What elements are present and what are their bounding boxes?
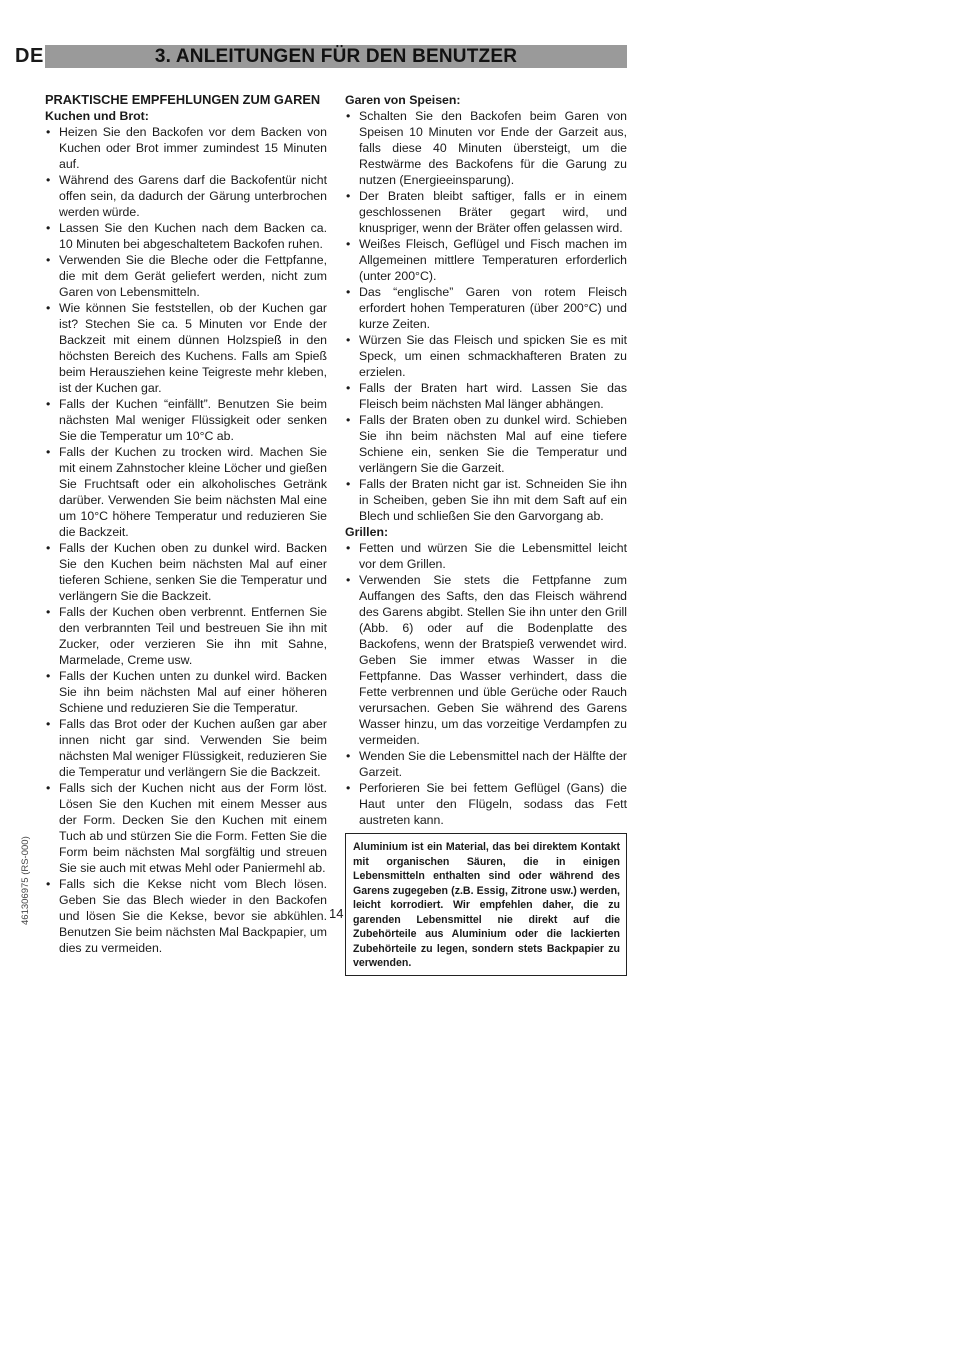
list-item: • Fetten und würzen Sie die Lebensmittel leicht vor dem Grillen. <box>345 540 627 572</box>
list-item: • Lassen Sie den Kuchen nach dem Backen ca. 10 Minuten bei abgeschaltetem Backofen ruhen. <box>45 220 327 252</box>
left-column <box>45 92 327 956</box>
list-item: • Verwenden Sie stets die Fettpfanne zum Auffangen des Safts, den das Fleisch während des Garens abgibt. Stellen Sie ihn unter den Grill (Abb. 6) oder auf die Bodenplatte des Backofens, wenn der Bratspieß verwendet wird. Geben Sie immer etwas Wasser in die Fettpfanne. Das Wasser verhindert, dass die Fette verbrennen und üble Gerüche oder Rauch verursachen. Geben Sie während des Garens Wasser hinzu, um das vorzeitige Verdampfen zu vermeiden. <box>345 572 627 748</box>
list-item: • Würzen Sie das Fleisch und spicken Sie es mit Speck, um einen schmackhafteren Braten zu erzielen. <box>345 332 627 380</box>
list-item: • Falls das Brot oder der Kuchen außen gar aber innen nicht gar sind. Verwenden Sie beim nächsten Mal weniger Flüssigkeit, reduzieren Sie die Temperatur und verlängern Sie die Backzeit. <box>45 716 327 780</box>
section-title: PRAKTISCHE EMPFEHLUNGEN ZUM GAREN <box>45 92 321 107</box>
subsection-title-grillen: Grillen: <box>345 525 389 539</box>
list-item: • Falls sich der Kuchen nicht aus der Form löst. Lösen Sie den Kuchen mit einem Messer aus der Form. Decken Sie den Kuchen mit einem Tuch ab und stürzen Sie die Form. Fetten Sie die Form beim nächsten Mal sorgfältig und streuen Sie sie auch mit etwas Mehl oder Paniermehl ab. <box>45 780 327 876</box>
list-item: • Während des Garens darf die Backofentür nicht offen sein, da dadurch der Gärung unterbrochen werden würde. <box>45 172 327 220</box>
garen-list <box>345 108 627 524</box>
list-item: • Falls der Kuchen oben verbrennt. Entfernen Sie den verbrannten Teil und bestreuen Sie ihn mit Zucker, oder verzieren Sie ihn mit Sahne, Marmelade, Creme usw. <box>45 604 327 668</box>
page-number: 14 <box>329 906 344 921</box>
list-item: • Falls der Braten nicht gar ist. Schneiden Sie ihn in Scheiben, geben Sie ihn mit dem Saft auf ein Blech und schließen Sie den Garvorgang ab. <box>345 476 627 524</box>
subsection-title-kuchen: Kuchen und Brot: <box>45 109 149 123</box>
aluminium-warning-box: Aluminium ist ein Material, das bei direktem Kontakt mit organischen Säuren, die in einigen Lebensmitteln enthalten sind oder während des Garens zugegeben (z.B. Essig, Zitrone usw.) werden, leicht korrodiert. Wir empfehlen daher, die zu garenden Lebensmittel nie direkt auf die Zubehörteile aus Aluminium oder die lackierten Zubehörteile zu legen, sondern stets Backpapier zu verwenden. <box>345 833 627 976</box>
list-item: • Wenden Sie die Lebensmittel nach der Hälfte der Garzeit. <box>345 748 627 780</box>
list-item: • Der Braten bleibt saftiger, falls er in einem geschlossenen Bräter gegart wird, und knuspriger, wenn der Bräter offen gelassen wird. <box>345 188 627 236</box>
list-item: • Falls der Braten oben zu dunkel wird. Schieben Sie ihn beim nächsten Mal auf eine tiefere Schiene ein, senken Sie die Temperatur und verlängern Sie die Garzeit. <box>345 412 627 476</box>
language-label: DE <box>15 45 44 67</box>
list-item: • Falls der Kuchen unten zu dunkel wird. Backen Sie ihn beim nächsten Mal auf einer höheren Schiene und reduzieren Sie die Temperatur. <box>45 668 327 716</box>
page-title-bar <box>45 45 627 68</box>
list-item: • Wie können Sie feststellen, ob der Kuchen gar ist? Stechen Sie ca. 5 Minuten vor Ende der Backzeit mit einem dünnen Holzspieß in den höchsten Bereich des Kuchens. Falls am Spieß beim Herausziehen keine Teigreste mehr kleben, ist der Kuchen gar. <box>45 300 327 396</box>
list-item: • Das “englische” Garen von rotem Fleisch erfordert hohen Temperaturen (über 200°C) und kurze Zeiten. <box>345 284 627 332</box>
list-item: • Falls der Kuchen zu trocken wird. Machen Sie mit einem Zahnstocher kleine Löcher und gießen Sie Fruchtsaft oder ein alkoholisches Getränk darüber. Verwenden Sie beim nächsten Mal eine um 10°C höhere Temperatur und reduzieren Sie die Backzeit. <box>45 444 327 540</box>
list-item: • Perforieren Sie bei fettem Geflügel (Gans) die Haut unter den Flügeln, sodass das Fett austreten kann. <box>345 780 627 828</box>
list-item: • Weißes Fleisch, Geflügel und Fisch machen im Allgemeinen mittlere Temperaturen erforderlich (unter 200°C). <box>345 236 627 284</box>
list-item: • Falls der Kuchen oben zu dunkel wird. Backen Sie den Kuchen beim nächsten Mal auf einer tieferen Schiene, senken Sie die Temperatur und verlängern Sie die Backzeit. <box>45 540 327 604</box>
list-item: • Heizen Sie den Backofen vor dem Backen von Kuchen oder Brot immer zumindest 15 Minuten auf. <box>45 124 327 172</box>
list-item: • Schalten Sie den Backofen beim Garen von Speisen 10 Minuten vor Ende der Garzeit aus, falls diese 40 Minuten übersteigt, um die Restwärme des Backofens für die Garung zu nutzen (Energieeinsparung). <box>345 108 627 188</box>
list-item: • Falls der Kuchen “einfällt”. Benutzen Sie beim nächsten Mal weniger Flüssigkeit oder senken Sie die Temperatur um 10°C ab. <box>45 396 327 444</box>
grillen-list <box>345 540 627 828</box>
list-item: • Verwenden Sie die Bleche oder die Fettpfanne, die mit dem Gerät geliefert werden, nicht zum Garen von Lebensmitteln. <box>45 252 327 300</box>
page-title: 3. ANLEITUNGEN FÜR DEN BENUTZER <box>154 45 518 67</box>
document-code: 461306975 (RS-000) <box>20 836 31 925</box>
list-item: • Falls der Braten hart wird. Lassen Sie das Fleisch beim nächsten Mal länger abhängen. <box>345 380 627 412</box>
right-column <box>345 92 627 976</box>
list-item: • Falls sich die Kekse nicht vom Blech lösen. Geben Sie das Blech wieder in den Backofen und lösen Sie die Kekse, bevor sie abkühlen. Benutzen Sie beim nächsten Mal Backpapier, um dies zu vermeiden. <box>45 876 327 956</box>
subsection-title-garen: Garen von Speisen: <box>345 93 461 107</box>
kuchen-list <box>45 124 327 956</box>
